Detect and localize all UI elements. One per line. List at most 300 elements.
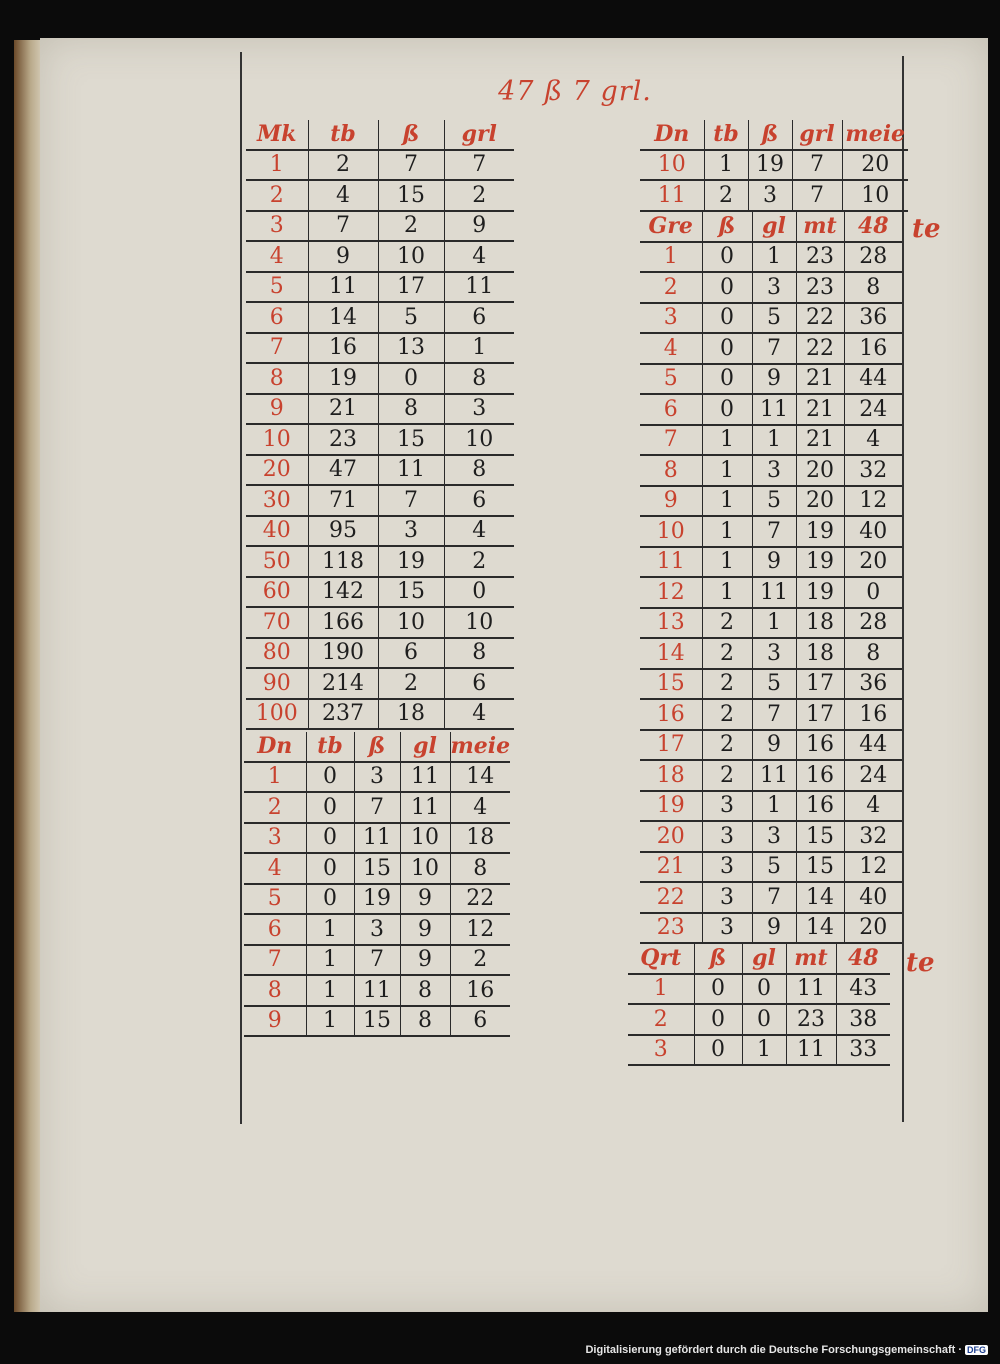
right-frame-line (902, 56, 904, 1122)
row-index-cell: 8 (640, 455, 702, 486)
table-cell: 43 (836, 974, 890, 1005)
table-cell: 33 (836, 1035, 890, 1066)
table-cell: 20 (842, 150, 908, 181)
row-index-cell: 5 (244, 884, 306, 915)
table-cell: 19 (796, 516, 844, 547)
column-header: Dn (244, 732, 306, 762)
table-cell: 8 (400, 1006, 450, 1037)
table-row (640, 791, 902, 822)
table-cell: 3 (354, 914, 400, 945)
table-cell: 20 (796, 455, 844, 486)
table-cell: 9 (444, 211, 514, 242)
row-index-cell: 9 (246, 394, 308, 425)
table-cell: 4 (444, 241, 514, 272)
table-row (244, 853, 510, 884)
table-cell: 3 (378, 516, 444, 547)
table-row (246, 455, 514, 486)
table-cell: 32 (844, 455, 902, 486)
row-index-cell: 2 (628, 1004, 694, 1035)
row-index-cell: 4 (246, 241, 308, 272)
table-cell: 2 (702, 638, 752, 669)
table-cell: 11 (378, 455, 444, 486)
column-header: ß (748, 120, 792, 150)
table-cell: 17 (796, 699, 844, 730)
table-cell: 1 (702, 516, 752, 547)
table-row (246, 577, 514, 608)
right-table (640, 120, 908, 212)
table-cell: 44 (844, 364, 902, 395)
table-cell: 0 (844, 577, 902, 608)
table-row (640, 455, 902, 486)
row-index-cell: 21 (640, 852, 702, 883)
table-cell: 23 (796, 242, 844, 273)
table-cell: 0 (694, 1035, 742, 1066)
table-cell: 5 (378, 302, 444, 333)
table-row (640, 730, 902, 761)
table-cell: 3 (702, 821, 752, 852)
row-index-cell: 1 (628, 974, 694, 1005)
row-index-cell: 11 (640, 180, 704, 211)
table-cell: 9 (752, 913, 796, 944)
table-cell: 21 (796, 394, 844, 425)
table-cell: 17 (378, 272, 444, 303)
row-index-cell: 15 (640, 669, 702, 700)
table-cell: 12 (844, 852, 902, 883)
table-cell: 16 (796, 730, 844, 761)
table-row (246, 638, 514, 669)
table-cell: 18 (378, 699, 444, 730)
table-cell: 11 (400, 762, 450, 793)
side-label-te-2: te (906, 948, 935, 978)
table-cell: 0 (702, 333, 752, 364)
table-row (640, 303, 902, 334)
column-header: tb (308, 120, 378, 150)
table-cell: 23 (308, 424, 378, 455)
table-row (640, 638, 902, 669)
column-header: grl (444, 120, 514, 150)
table-cell: 38 (836, 1004, 890, 1035)
table-cell: 8 (400, 975, 450, 1006)
table-cell: 8 (450, 853, 510, 884)
table-cell: 4 (844, 791, 902, 822)
table-cell: 0 (306, 853, 354, 884)
table-row (640, 516, 902, 547)
table-cell: 22 (796, 303, 844, 334)
row-index-cell: 60 (246, 577, 308, 608)
table-row (246, 272, 514, 303)
row-index-cell: 90 (246, 668, 308, 699)
table-cell: 11 (786, 974, 836, 1005)
row-index-cell: 22 (640, 882, 702, 913)
table-row (628, 974, 890, 1005)
table-cell: 2 (444, 180, 514, 211)
table-cell: 1 (702, 486, 752, 517)
table-cell: 8 (378, 394, 444, 425)
table-cell: 15 (378, 577, 444, 608)
table-cell: 3 (444, 394, 514, 425)
row-index-cell: 3 (244, 823, 306, 854)
table-cell: 9 (752, 730, 796, 761)
table-cell: 19 (308, 363, 378, 394)
table-row (640, 486, 902, 517)
table-row (640, 242, 902, 273)
table-row (244, 914, 510, 945)
table-row (640, 150, 908, 181)
row-index-cell: 11 (640, 547, 702, 578)
left-table (246, 120, 514, 730)
table-cell: 11 (400, 792, 450, 823)
table-header-row (244, 732, 510, 762)
table-cell: 2 (702, 760, 752, 791)
table-cell: 2 (702, 608, 752, 639)
row-index-cell: 6 (640, 394, 702, 425)
table-cell: 32 (844, 821, 902, 852)
table-cell: 11 (752, 760, 796, 791)
table-cell: 8 (444, 363, 514, 394)
table-cell: 16 (796, 760, 844, 791)
table-cell: 237 (308, 699, 378, 730)
table-cell: 190 (308, 638, 378, 669)
table-cell: 8 (844, 638, 902, 669)
table-cell: 6 (444, 302, 514, 333)
table-cell: 16 (308, 333, 378, 364)
table-header-row (640, 120, 908, 150)
table-row (640, 364, 902, 395)
table-cell: 11 (354, 975, 400, 1006)
table-cell: 10 (842, 180, 908, 211)
table-cell: 16 (450, 975, 510, 1006)
table-cell: 7 (308, 211, 378, 242)
table-header-row (640, 212, 902, 242)
table-cell: 0 (694, 974, 742, 1005)
table-cell: 19 (354, 884, 400, 915)
table-cell: 0 (306, 792, 354, 823)
table-cell: 28 (844, 242, 902, 273)
table-cell: 4 (450, 792, 510, 823)
table-row (246, 394, 514, 425)
table-cell: 0 (742, 1004, 786, 1035)
table-cell: 21 (796, 425, 844, 456)
row-index-cell: 18 (640, 760, 702, 791)
table-cell: 9 (400, 914, 450, 945)
table-cell: 3 (702, 791, 752, 822)
table-cell: 0 (742, 974, 786, 1005)
row-index-cell: 6 (246, 302, 308, 333)
table-cell: 16 (844, 333, 902, 364)
table-row (640, 547, 902, 578)
table-cell: 2 (702, 669, 752, 700)
column-header: Mk (246, 120, 308, 150)
table-cell: 3 (752, 638, 796, 669)
row-index-cell: 2 (640, 272, 702, 303)
table-cell: 1 (702, 547, 752, 578)
table-cell: 0 (378, 363, 444, 394)
row-index-cell: 2 (244, 792, 306, 823)
table-cell: 3 (752, 272, 796, 303)
column-header: 48 (836, 944, 890, 974)
table-cell: 9 (752, 547, 796, 578)
table-cell: 0 (306, 762, 354, 793)
row-index-cell: 17 (640, 730, 702, 761)
table-cell: 11 (354, 823, 400, 854)
table-cell: 20 (844, 547, 902, 578)
table-cell: 2 (378, 668, 444, 699)
table-cell: 18 (796, 638, 844, 669)
table-cell: 214 (308, 668, 378, 699)
column-header: ß (702, 212, 752, 242)
table-cell: 3 (702, 913, 752, 944)
table-cell: 7 (378, 485, 444, 516)
table-cell: 19 (748, 150, 792, 181)
left-table-2 (244, 732, 510, 1037)
table-cell: 14 (796, 913, 844, 944)
table-cell: 19 (378, 546, 444, 577)
row-index-cell: 1 (640, 242, 702, 273)
table-row (244, 945, 510, 976)
table-header-row (628, 944, 890, 974)
table-cell: 9 (308, 241, 378, 272)
table-row (640, 180, 908, 211)
column-header: mt (796, 212, 844, 242)
row-index-cell: 3 (640, 303, 702, 334)
row-index-cell: 2 (246, 180, 308, 211)
column-header: ß (694, 944, 742, 974)
table-row (640, 852, 902, 883)
column-header: tb (306, 732, 354, 762)
table-cell: 12 (450, 914, 510, 945)
table-cell: 10 (400, 823, 450, 854)
table-cell: 1 (306, 1006, 354, 1037)
table-row (244, 792, 510, 823)
right-table-2 (640, 212, 902, 944)
row-index-cell: 30 (246, 485, 308, 516)
table-row (640, 760, 902, 791)
row-index-cell: 8 (246, 363, 308, 394)
left-frame-line (240, 52, 242, 1124)
column-header: Qrt (628, 944, 694, 974)
table-cell: 7 (752, 699, 796, 730)
table-cell: 15 (378, 180, 444, 211)
row-index-cell: 7 (246, 333, 308, 364)
row-index-cell: 9 (244, 1006, 306, 1037)
table-row (244, 823, 510, 854)
table-row (244, 884, 510, 915)
table-cell: 1 (702, 577, 752, 608)
row-index-cell: 1 (246, 150, 308, 181)
table-row (246, 180, 514, 211)
table-cell: 14 (308, 302, 378, 333)
table-cell: 4 (444, 516, 514, 547)
table-cell: 13 (378, 333, 444, 364)
table-cell: 1 (702, 455, 752, 486)
table-cell: 10 (378, 241, 444, 272)
table-cell: 21 (308, 394, 378, 425)
row-index-cell: 20 (640, 821, 702, 852)
row-index-cell: 16 (640, 699, 702, 730)
table-cell: 0 (702, 364, 752, 395)
table-cell: 12 (844, 486, 902, 517)
column-header: gl (742, 944, 786, 974)
table-cell: 0 (694, 1004, 742, 1035)
table-cell: 5 (752, 303, 796, 334)
table-cell: 7 (354, 945, 400, 976)
column-header: ß (378, 120, 444, 150)
table-cell: 71 (308, 485, 378, 516)
table-cell: 7 (354, 792, 400, 823)
row-index-cell: 5 (246, 272, 308, 303)
table-cell: 2 (450, 945, 510, 976)
table-cell: 40 (844, 882, 902, 913)
table-cell: 3 (702, 852, 752, 883)
table-cell: 7 (752, 882, 796, 913)
footer-text: Digitalisierung gefördert durch die Deutsche Forschungsgemeinschaft · (585, 1344, 962, 1356)
table-cell: 8 (444, 455, 514, 486)
row-index-cell: 8 (244, 975, 306, 1006)
row-index-cell: 9 (640, 486, 702, 517)
row-index-cell: 5 (640, 364, 702, 395)
column-header: mt (786, 944, 836, 974)
column-header: grl (792, 120, 842, 150)
row-index-cell: 100 (246, 699, 308, 730)
table-cell: 1 (752, 608, 796, 639)
table-cell: 0 (702, 242, 752, 273)
footer-credit (585, 1344, 988, 1356)
table-cell: 1 (752, 425, 796, 456)
table-row (244, 762, 510, 793)
table-row (640, 394, 902, 425)
table-cell: 14 (450, 762, 510, 793)
table-cell: 15 (796, 821, 844, 852)
table-row (640, 913, 902, 944)
table-cell: 3 (752, 455, 796, 486)
table-cell: 4 (444, 699, 514, 730)
table-cell: 1 (702, 425, 752, 456)
table-cell: 21 (796, 364, 844, 395)
table-cell: 0 (306, 884, 354, 915)
table-cell: 14 (796, 882, 844, 913)
row-index-cell: 80 (246, 638, 308, 669)
table-cell: 0 (306, 823, 354, 854)
table-cell: 166 (308, 607, 378, 638)
table-cell: 118 (308, 546, 378, 577)
table-cell: 3 (354, 762, 400, 793)
table-cell: 47 (308, 455, 378, 486)
table-cell: 10 (400, 853, 450, 884)
row-index-cell: 4 (640, 333, 702, 364)
table-row (640, 425, 902, 456)
column-header: meie (450, 732, 510, 762)
table-cell: 11 (752, 394, 796, 425)
table-cell: 7 (444, 150, 514, 181)
table-row (244, 975, 510, 1006)
table-cell: 20 (796, 486, 844, 517)
table-cell: 9 (400, 945, 450, 976)
table-cell: 11 (752, 577, 796, 608)
table-cell: 10 (444, 607, 514, 638)
page-heading: 47 ß 7 grl. (498, 76, 652, 107)
table-cell: 23 (796, 272, 844, 303)
row-index-cell: 40 (246, 516, 308, 547)
row-index-cell: 7 (244, 945, 306, 976)
row-index-cell: 23 (640, 913, 702, 944)
table-cell: 1 (306, 914, 354, 945)
table-cell: 44 (844, 730, 902, 761)
table-cell: 6 (378, 638, 444, 669)
column-header: 48 (844, 212, 902, 242)
table-cell: 2 (444, 546, 514, 577)
table-cell: 15 (796, 852, 844, 883)
table-cell: 7 (792, 150, 842, 181)
table-cell: 24 (844, 760, 902, 791)
column-header: gl (752, 212, 796, 242)
row-index-cell: 3 (628, 1035, 694, 1066)
row-index-cell: 20 (246, 455, 308, 486)
table-row (640, 821, 902, 852)
table-cell: 7 (378, 150, 444, 181)
table-cell: 5 (752, 852, 796, 883)
table-cell: 10 (444, 424, 514, 455)
table-cell: 23 (786, 1004, 836, 1035)
table-row (246, 211, 514, 242)
table-cell: 18 (796, 608, 844, 639)
row-index-cell: 10 (640, 150, 704, 181)
table-cell: 11 (308, 272, 378, 303)
table-cell: 3 (702, 882, 752, 913)
table-row (246, 241, 514, 272)
table-cell: 6 (450, 1006, 510, 1037)
row-index-cell: 7 (640, 425, 702, 456)
table-cell: 9 (752, 364, 796, 395)
table-cell: 0 (702, 394, 752, 425)
table-cell: 142 (308, 577, 378, 608)
table-cell: 95 (308, 516, 378, 547)
table-cell: 8 (844, 272, 902, 303)
table-cell: 7 (752, 516, 796, 547)
row-index-cell: 1 (244, 762, 306, 793)
table-row (246, 333, 514, 364)
table-row (244, 1006, 510, 1037)
table-row (246, 546, 514, 577)
table-row (640, 577, 902, 608)
table-row (640, 608, 902, 639)
table-cell: 0 (444, 577, 514, 608)
table-cell: 15 (354, 1006, 400, 1037)
table-row (640, 669, 902, 700)
table-cell: 4 (844, 425, 902, 456)
right-table-3 (628, 944, 890, 1066)
table-row (246, 485, 514, 516)
table-row (640, 882, 902, 913)
table-cell: 1 (444, 333, 514, 364)
table-cell: 10 (378, 607, 444, 638)
table-cell: 22 (796, 333, 844, 364)
row-index-cell: 12 (640, 577, 702, 608)
table-row (628, 1004, 890, 1035)
column-header: tb (704, 120, 748, 150)
table-cell: 1 (704, 150, 748, 181)
table-cell: 2 (378, 211, 444, 242)
table-row (246, 607, 514, 638)
table-cell: 2 (702, 730, 752, 761)
dfg-logo-icon: DFG (967, 1345, 986, 1355)
table-cell: 2 (702, 699, 752, 730)
row-index-cell: 10 (246, 424, 308, 455)
column-header: Gre (640, 212, 702, 242)
table-cell: 15 (378, 424, 444, 455)
table-row (246, 668, 514, 699)
table-cell: 1 (742, 1035, 786, 1066)
table-row (246, 363, 514, 394)
